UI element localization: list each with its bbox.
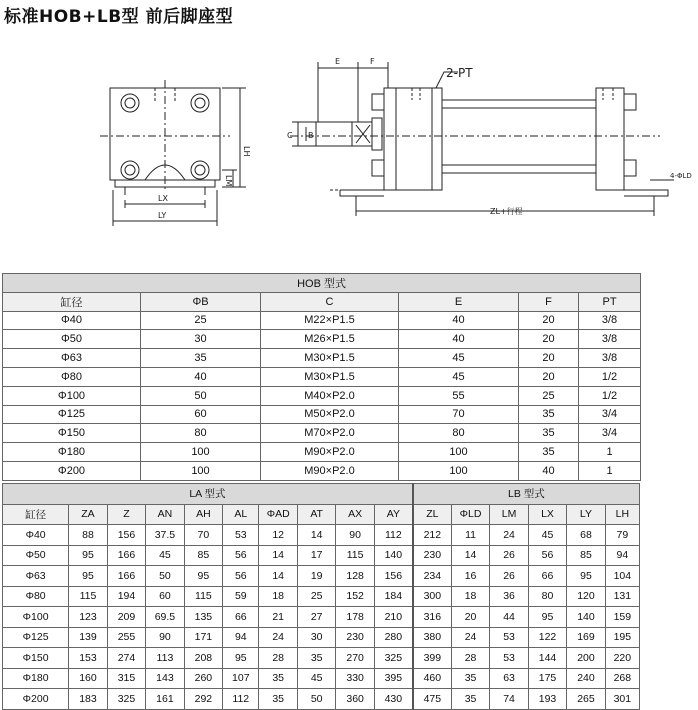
hob-cell: M40×P2.0 — [261, 386, 399, 405]
la-cell: 21 — [259, 607, 297, 628]
la-cell: 380 — [413, 627, 451, 648]
hob-cell: 80 — [399, 424, 519, 443]
la-cell: 104 — [605, 566, 639, 587]
la-cell: 325 — [107, 689, 145, 710]
table-row — [3, 627, 640, 648]
la-cell: 234 — [413, 566, 451, 587]
hob-cell: 1/2 — [579, 386, 641, 405]
la-cell: 325 — [374, 648, 413, 669]
la-cell: 135 — [184, 607, 222, 628]
la-header-cell: AT — [297, 504, 335, 525]
table-row — [3, 525, 640, 546]
la-header-cell: AY — [374, 504, 413, 525]
la-cell: Φ125 — [3, 627, 69, 648]
la-cell: 112 — [223, 689, 259, 710]
la-cell: 19 — [297, 566, 335, 587]
la-cell: 14 — [297, 525, 335, 546]
la-cell: Φ200 — [3, 689, 69, 710]
hob-cell: M70×P2.0 — [261, 424, 399, 443]
la-cell: 94 — [605, 545, 639, 566]
la-cell: 131 — [605, 586, 639, 607]
hob-cell: 1 — [579, 443, 641, 462]
la-cell: 35 — [259, 668, 297, 689]
hob-cell: 45 — [399, 349, 519, 368]
hob-cell: 80 — [141, 424, 261, 443]
la-cell: 18 — [259, 586, 297, 607]
la-cell: 14 — [259, 566, 297, 587]
la-cell: 28 — [451, 648, 489, 669]
la-cell: 56 — [223, 545, 259, 566]
la-cell: 475 — [413, 689, 451, 710]
hob-cell: M30×P1.5 — [261, 349, 399, 368]
table-row — [3, 566, 640, 587]
hob-cell: Φ80 — [3, 367, 141, 386]
hob-cell: 25 — [519, 386, 579, 405]
la-cell: 230 — [336, 627, 374, 648]
hob-header-cell: E — [399, 292, 519, 311]
table-row — [3, 689, 640, 710]
la-cell: 95 — [184, 566, 222, 587]
e-label: E — [335, 57, 341, 66]
table-row — [3, 349, 641, 368]
hob-cell: M26×P1.5 — [261, 330, 399, 349]
la-cell: 59 — [223, 586, 259, 607]
la-cell: 95 — [69, 566, 107, 587]
la-cell: 113 — [146, 648, 184, 669]
la-cell: 25 — [297, 586, 335, 607]
la-cell: 178 — [336, 607, 374, 628]
la-cell: 35 — [451, 668, 489, 689]
la-cell: 184 — [374, 586, 413, 607]
la-cell: 274 — [107, 648, 145, 669]
la-cell: 430 — [374, 689, 413, 710]
hob-cell: 40 — [519, 461, 579, 480]
la-cell: 45 — [528, 525, 566, 546]
hob-cell: 25 — [141, 311, 261, 330]
la-cell: 112 — [374, 525, 413, 546]
hob-cell: 40 — [141, 367, 261, 386]
page-title: 标准HOB+LB型 前后脚座型 — [4, 7, 234, 27]
la-cell: 79 — [605, 525, 639, 546]
la-header-cell: 缸径 — [3, 504, 69, 525]
la-cell: 60 — [146, 586, 184, 607]
hob-header-cell: ΦB — [141, 292, 261, 311]
hob-cell: Φ100 — [3, 386, 141, 405]
la-cell: 68 — [567, 525, 605, 546]
la-cell: 66 — [223, 607, 259, 628]
hob-cell: 3/8 — [579, 349, 641, 368]
la-cell: 95 — [223, 648, 259, 669]
la-cell: 35 — [451, 689, 489, 710]
la-cell: 399 — [413, 648, 451, 669]
hob-cell: 60 — [141, 405, 261, 424]
hob-cell: 1/2 — [579, 367, 641, 386]
la-cell: 220 — [605, 648, 639, 669]
la-cell: 24 — [490, 525, 528, 546]
la-cell: 70 — [184, 525, 222, 546]
la-cell: 292 — [184, 689, 222, 710]
la-cell: 169 — [567, 627, 605, 648]
la-cell: 153 — [69, 648, 107, 669]
la-cell: 208 — [184, 648, 222, 669]
la-cell: 209 — [107, 607, 145, 628]
la-cell: 156 — [374, 566, 413, 587]
la-cell: 156 — [107, 525, 145, 546]
table-row — [3, 545, 640, 566]
la-caption: LA 型式 — [3, 484, 413, 505]
hob-cell: 3/8 — [579, 311, 641, 330]
la-cell: 26 — [490, 566, 528, 587]
la-cell: 20 — [451, 607, 489, 628]
la-cell: 95 — [528, 607, 566, 628]
la-cell: 94 — [223, 627, 259, 648]
hob-cell: 35 — [519, 443, 579, 462]
la-cell: 360 — [336, 689, 374, 710]
la-cell: 44 — [490, 607, 528, 628]
hob-cell: Φ63 — [3, 349, 141, 368]
lh-label: LH — [242, 146, 251, 157]
la-cell: 161 — [146, 689, 184, 710]
la-cell: 107 — [223, 668, 259, 689]
hob-header-cell: F — [519, 292, 579, 311]
hob-cell: 45 — [399, 367, 519, 386]
la-cell: 128 — [336, 566, 374, 587]
la-cell: 14 — [259, 545, 297, 566]
la-cell: 143 — [146, 668, 184, 689]
la-cell: 45 — [146, 545, 184, 566]
la-cell: Φ150 — [3, 648, 69, 669]
hob-header-cell: C — [261, 292, 399, 311]
la-cell: 50 — [297, 689, 335, 710]
ld-label: 4-ΦLD — [670, 172, 692, 180]
lm-label: LM — [224, 175, 233, 187]
la-cell: 35 — [297, 648, 335, 669]
la-header-cell: AL — [223, 504, 259, 525]
f-label: F — [370, 57, 375, 66]
la-cell: 24 — [259, 627, 297, 648]
hob-cell: 35 — [141, 349, 261, 368]
la-cell: 183 — [69, 689, 107, 710]
la-cell: 122 — [528, 627, 566, 648]
table-row — [3, 367, 641, 386]
la-cell: 139 — [69, 627, 107, 648]
hob-cell: 20 — [519, 311, 579, 330]
la-cell: 56 — [223, 566, 259, 587]
la-cell: 140 — [374, 545, 413, 566]
la-cell: 315 — [107, 668, 145, 689]
lx-label: LX — [158, 194, 168, 203]
la-cell: 37.5 — [146, 525, 184, 546]
la-cell: 74 — [490, 689, 528, 710]
la-cell: 260 — [184, 668, 222, 689]
front-view — [100, 80, 246, 226]
hob-cell: 35 — [519, 405, 579, 424]
la-cell: 193 — [528, 689, 566, 710]
hob-cell: M22×P1.5 — [261, 311, 399, 330]
hob-cell: 40 — [399, 311, 519, 330]
la-cell: 85 — [567, 545, 605, 566]
la-cell: 460 — [413, 668, 451, 689]
hob-cell: Φ200 — [3, 461, 141, 480]
table-row — [3, 405, 641, 424]
la-cell: 18 — [451, 586, 489, 607]
la-cell: 230 — [413, 545, 451, 566]
hob-cell: M30×P1.5 — [261, 367, 399, 386]
hob-cell: 100 — [399, 443, 519, 462]
hob-cell: 100 — [141, 461, 261, 480]
table-row — [3, 443, 641, 462]
la-cell: 95 — [567, 566, 605, 587]
pt-label: 2-PT — [446, 66, 473, 80]
la-cell: 115 — [184, 586, 222, 607]
hob-cell: Φ50 — [3, 330, 141, 349]
la-cell: 95 — [69, 545, 107, 566]
la-cell: 63 — [490, 668, 528, 689]
la-cell: 395 — [374, 668, 413, 689]
hob-cell: 100 — [141, 443, 261, 462]
la-cell: 301 — [605, 689, 639, 710]
c-label: C — [287, 131, 293, 140]
la-cell: 36 — [490, 586, 528, 607]
la-cell: 240 — [567, 668, 605, 689]
la-header-cell: AN — [146, 504, 184, 525]
la-cell: 53 — [490, 627, 528, 648]
la-lb-table — [2, 483, 640, 710]
hob-table — [2, 273, 641, 481]
hob-cell: 3/8 — [579, 330, 641, 349]
la-header-cell: LH — [605, 504, 639, 525]
table-row — [3, 461, 641, 480]
la-cell: 50 — [146, 566, 184, 587]
zl-label: ZL+行程 — [490, 207, 523, 216]
hob-cell: 3/4 — [579, 405, 641, 424]
la-cell: 300 — [413, 586, 451, 607]
hob-cell: Φ180 — [3, 443, 141, 462]
la-cell: 90 — [146, 627, 184, 648]
la-cell: 12 — [259, 525, 297, 546]
la-header-cell: LM — [490, 504, 528, 525]
la-cell: 45 — [297, 668, 335, 689]
la-cell: 160 — [69, 668, 107, 689]
la-cell: 85 — [184, 545, 222, 566]
hob-cell: M90×P2.0 — [261, 443, 399, 462]
la-header-cell: LX — [528, 504, 566, 525]
hob-cell: 55 — [399, 386, 519, 405]
la-header-cell: LY — [567, 504, 605, 525]
la-cell: 24 — [451, 627, 489, 648]
la-cell: 53 — [490, 648, 528, 669]
la-cell: 268 — [605, 668, 639, 689]
b-label: B — [308, 131, 314, 140]
hob-cell: 50 — [141, 386, 261, 405]
lb-caption: LB 型式 — [413, 484, 640, 505]
la-cell: 53 — [223, 525, 259, 546]
la-cell: 255 — [107, 627, 145, 648]
la-cell: 88 — [69, 525, 107, 546]
la-cell: 90 — [336, 525, 374, 546]
la-cell: 17 — [297, 545, 335, 566]
hob-cell: 20 — [519, 367, 579, 386]
la-cell: 195 — [605, 627, 639, 648]
la-cell: Φ80 — [3, 586, 69, 607]
table-row — [3, 330, 641, 349]
hob-caption: HOB 型式 — [3, 274, 641, 293]
la-cell: Φ180 — [3, 668, 69, 689]
la-cell: 115 — [336, 545, 374, 566]
la-cell: 27 — [297, 607, 335, 628]
la-header-cell: AX — [336, 504, 374, 525]
la-cell: 270 — [336, 648, 374, 669]
la-cell: 152 — [336, 586, 374, 607]
la-cell: 265 — [567, 689, 605, 710]
la-cell: 30 — [297, 627, 335, 648]
la-cell: 69.5 — [146, 607, 184, 628]
ly-label: LY — [158, 211, 167, 220]
hob-cell: 100 — [399, 461, 519, 480]
la-header-cell: Z — [107, 504, 145, 525]
la-cell: 80 — [528, 586, 566, 607]
hob-cell: Φ125 — [3, 405, 141, 424]
table-row — [3, 586, 640, 607]
hob-cell: 30 — [141, 330, 261, 349]
table-row — [3, 386, 641, 405]
la-cell: 159 — [605, 607, 639, 628]
la-cell: 28 — [259, 648, 297, 669]
la-cell: Φ100 — [3, 607, 69, 628]
la-cell: 166 — [107, 545, 145, 566]
la-cell: 35 — [259, 689, 297, 710]
side-view — [290, 62, 674, 216]
hob-cell: 3/4 — [579, 424, 641, 443]
table-row — [3, 607, 640, 628]
la-cell: 175 — [528, 668, 566, 689]
hob-cell: 20 — [519, 330, 579, 349]
la-cell: 140 — [567, 607, 605, 628]
la-header-cell: ZA — [69, 504, 107, 525]
la-cell: 166 — [107, 566, 145, 587]
la-cell: 330 — [336, 668, 374, 689]
la-cell: 212 — [413, 525, 451, 546]
hob-cell: M50×P2.0 — [261, 405, 399, 424]
la-cell: 14 — [451, 545, 489, 566]
hob-cell: Φ150 — [3, 424, 141, 443]
cylinder-drawing — [0, 40, 698, 240]
la-cell: 120 — [567, 586, 605, 607]
la-header-cell: AH — [184, 504, 222, 525]
table-row — [3, 668, 640, 689]
hob-cell: 40 — [399, 330, 519, 349]
la-cell: 16 — [451, 566, 489, 587]
la-cell: 11 — [451, 525, 489, 546]
la-cell: 210 — [374, 607, 413, 628]
hob-cell: 1 — [579, 461, 641, 480]
la-header-cell: ΦAD — [259, 504, 297, 525]
hob-cell: 35 — [519, 424, 579, 443]
hob-cell: 20 — [519, 349, 579, 368]
hob-cell: M90×P2.0 — [261, 461, 399, 480]
la-cell: 171 — [184, 627, 222, 648]
la-cell: 144 — [528, 648, 566, 669]
la-cell: 66 — [528, 566, 566, 587]
la-cell: 280 — [374, 627, 413, 648]
la-cell: 200 — [567, 648, 605, 669]
table-row — [3, 424, 641, 443]
la-cell: 56 — [528, 545, 566, 566]
la-cell: 115 — [69, 586, 107, 607]
la-cell: Φ40 — [3, 525, 69, 546]
hob-cell: 70 — [399, 405, 519, 424]
la-cell: 26 — [490, 545, 528, 566]
la-header-cell: ZL — [413, 504, 451, 525]
la-cell: Φ50 — [3, 545, 69, 566]
la-header-cell: ΦLD — [451, 504, 489, 525]
la-cell: Φ63 — [3, 566, 69, 587]
la-cell: 316 — [413, 607, 451, 628]
la-cell: 194 — [107, 586, 145, 607]
la-cell: 123 — [69, 607, 107, 628]
hob-header-cell: PT — [579, 292, 641, 311]
table-row — [3, 311, 641, 330]
hob-header-cell: 缸径 — [3, 292, 141, 311]
hob-cell: Φ40 — [3, 311, 141, 330]
table-row — [3, 648, 640, 669]
